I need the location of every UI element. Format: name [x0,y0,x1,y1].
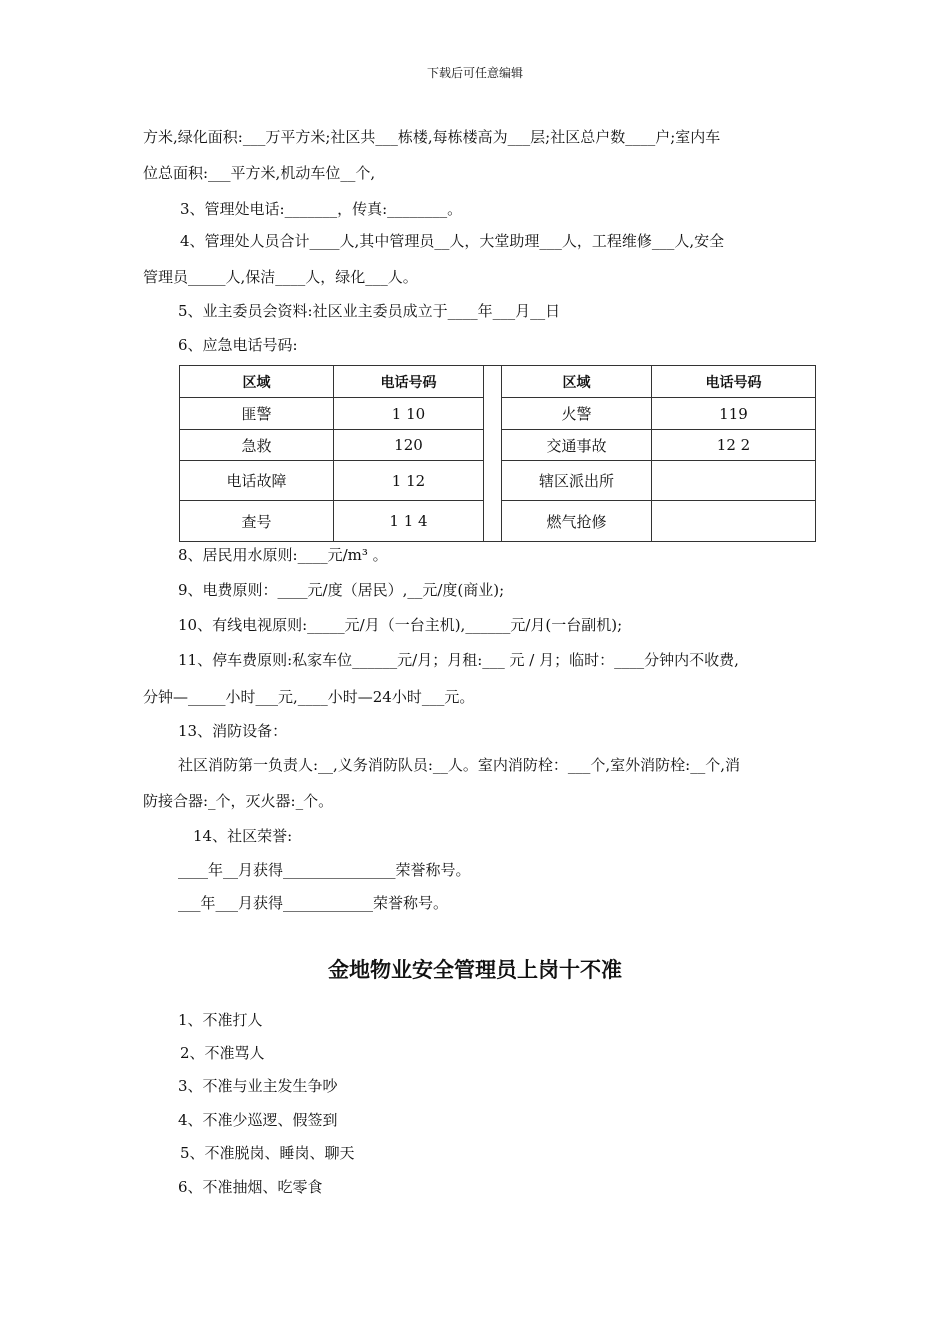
table-cell: 燃气抢修 [502,501,652,542]
text-line-5: 管理员_____人,保洁____人，绿化___人。 [143,268,418,286]
page-header: 下载后可任意编辑 [426,66,523,80]
text-line-2: 位总面积:___平方米,机动车位__个, [143,164,376,182]
rule-item: 4、不准少巡逻、假签到 [178,1111,338,1129]
text-line-1: 方米,绿化面积:___万平方米;社区共___栋楼,每栋楼高为___层;社区总户数____户;室内车 [143,128,721,146]
table-cell: 1 10 [334,398,484,430]
table-cell: 1 1 4 [334,501,484,542]
rule-item: 1、不准打人 [178,1011,263,1029]
text-line-12: 分钟—_____小时___元,____小时—24小时___元。 [143,688,475,706]
text-line-6: 5、业主委员会资料:社区业主委员成立于____年___月__日 [178,302,561,320]
text-line-17: ____年__月获得_______________荣誉称号。 [178,861,471,879]
text-line-13: 13、消防设备： [178,722,288,740]
rule-item: 3、不准与业主发生争吵 [178,1077,338,1095]
table-cell: 急救 [180,430,334,461]
emergency-phone-table [179,365,816,542]
table-cell [652,501,816,542]
text-line-8: 8、居民用水原则:____元/m³ 。 [178,546,388,564]
table-cell [652,461,816,501]
table-gap [484,366,502,542]
text-line-3: 3、管理处电话:_______，传真:________。 [180,200,463,218]
table-header-cell: 区域 [180,366,334,398]
rule-item: 5、不准脱岗、睡岗、聊天 [180,1144,355,1162]
text-line-10: 10、有线电视原则:_____元/月（一台主机),______元/月(一台副机); [178,616,623,634]
text-line-11: 11、停车费原则:私家车位______元/月；月租:___ 元 / 月；临时：____分钟内不收费, [178,651,739,669]
table-cell: 查号 [180,501,334,542]
table-header-row [180,366,816,398]
table-cell: 匪警 [180,398,334,430]
rule-item: 6、不准抽烟、吃零食 [178,1178,323,1196]
table-header-cell: 电话号码 [652,366,816,398]
table-cell: 交通事故 [502,430,652,461]
table-cell: 辖区派出所 [502,461,652,501]
text-line-7: 6、应急电话号码: [178,336,298,354]
table-header-cell: 电话号码 [334,366,484,398]
text-line-9: 9、电费原则：____元/度（居民）,__元/度(商业); [178,581,505,599]
table-cell: 119 [652,398,816,430]
text-line-18: ___年___月获得____________荣誉称号。 [178,894,449,912]
table-cell: 1 12 [334,461,484,501]
text-line-16: 14、社区荣誉: [193,827,293,845]
table-header-cell: 区域 [502,366,652,398]
table-cell: 电话故障 [180,461,334,501]
rule-item: 2、不准骂人 [180,1044,265,1062]
section-title: 金地物业安全管理员上岗十不准 [328,958,622,982]
table-cell: 火警 [502,398,652,430]
text-line-14: 社区消防第一负责人:__,义务消防队员:__人。室内消防栓：___个,室外消防栓:__个,消 [178,756,740,774]
text-line-4: 4、管理处人员合计____人,其中管理员__人，大堂助理___人，工程维修___人,安全 [180,232,725,250]
table-cell: 12 2 [652,430,816,461]
text-line-15: 防接合器:_个，灭火器:_个。 [143,792,334,810]
table-cell: 120 [334,430,484,461]
